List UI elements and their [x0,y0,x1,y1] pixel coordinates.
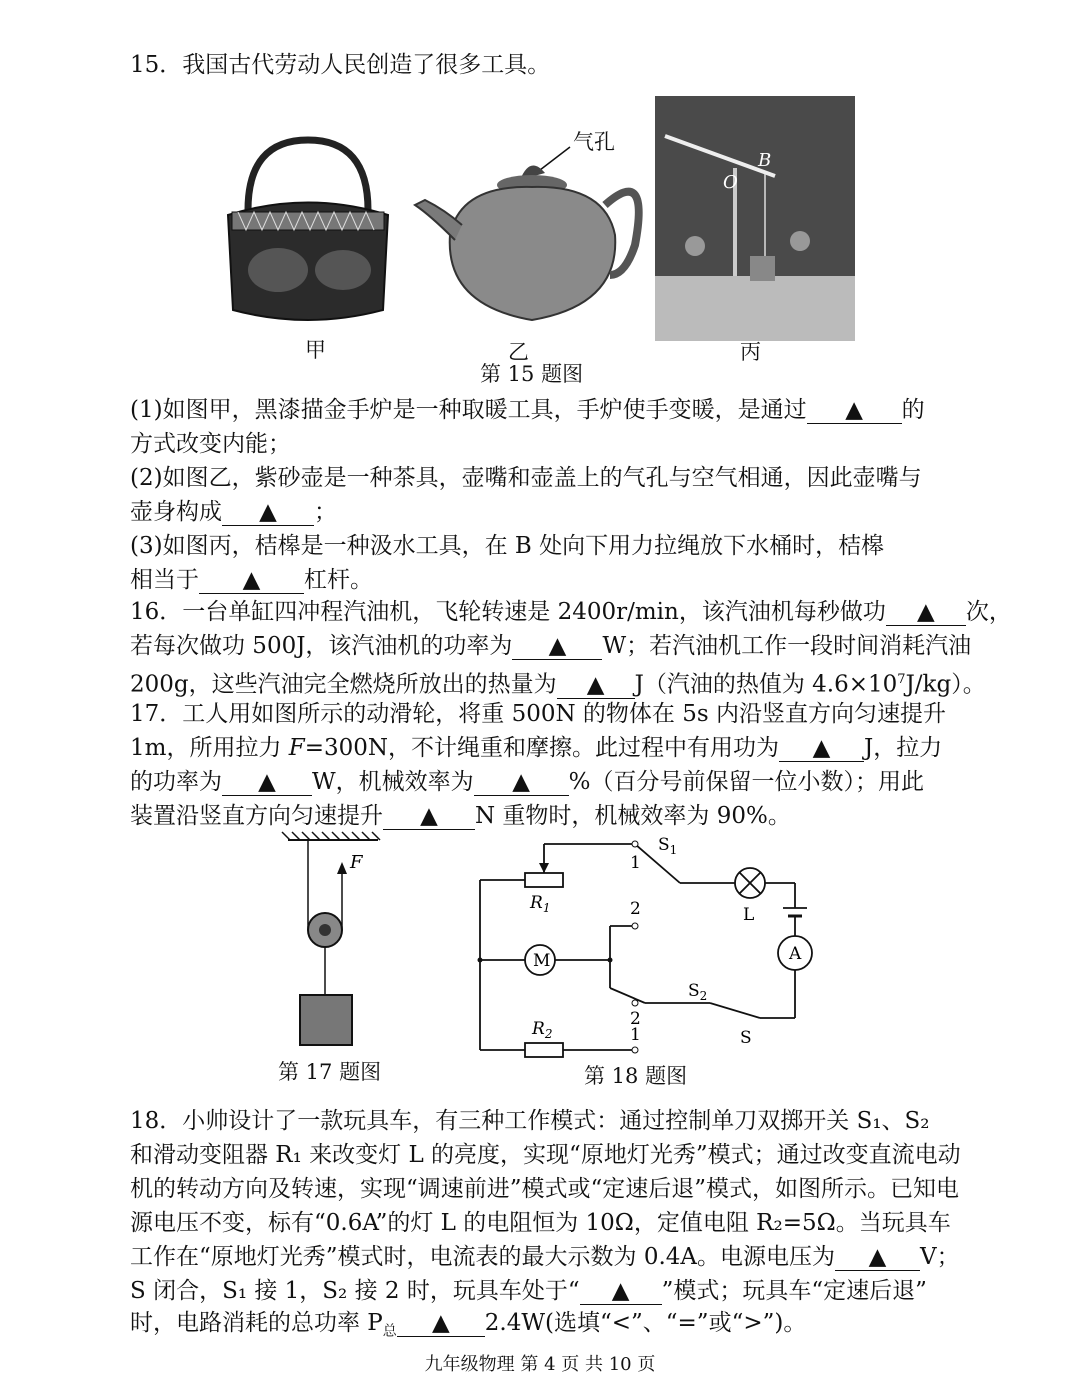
q16-blank-2[interactable]: ▲ [512,633,602,660]
q17-line3: 的功率为 ▲ W，机械效率为 ▲ %（百分号前保留一位小数）；用此 [130,769,924,795]
svg-text:R1: $R_1$ [530,893,551,915]
q18-line6: S 闭合，S₁ 接 1，S₂ 接 2 时，玩具车处于“ ▲ ”模式；玩具车“定速后退” [130,1278,927,1304]
q15-p1-line1: (1)如图甲，黑漆描金手炉是一种取暖工具，手炉使手变暖，是通过 ▲ 的 [130,397,925,423]
q16-line1: 16．一台单缸四冲程汽油机，飞轮转速是 2400r/min，该汽油机每秒做功 ▲ 次， [130,599,1012,625]
teapot-figure [410,125,650,335]
svg-text:S2: $S_2$ [688,981,708,1003]
page-footer: 九年级物理 第 4 页 共 10 页 [424,1354,656,1375]
fig-label-yi: 乙 [508,340,529,364]
q15-fig-caption: 第 15 题图 [480,362,584,386]
svg-text:L: L [743,905,755,925]
svg-text:A: A [789,944,802,964]
resistor-R2 [525,1043,563,1057]
q17-blank-3[interactable]: ▲ [474,769,569,796]
q16-blank-1[interactable]: ▲ [886,599,966,626]
q15-blank-3[interactable]: ▲ [199,567,304,594]
fig17-F-label: F [350,852,363,873]
q15-p3-line1: (3)如图丙，桔槔是一种汲水工具，在 B 处向下用力拉绳放下水桶时，桔槔 [130,533,885,559]
q15-title: 15．我国古代劳动人民创造了很多工具。 [130,52,551,78]
q17-line1: 17．工人用如图所示的动滑轮，将重 500N 的物体在 5s 内沿竖直方向匀速提升 [130,701,946,727]
q17-blank-1[interactable]: ▲ [779,735,864,762]
resistor-R1 [525,873,563,887]
q18-line5: 工作在“原地灯光秀”模式时，电流表的最大示数为 0.4A。电源电压为 ▲ V； [130,1244,960,1270]
q15-p1-line2: 方式改变内能； [130,431,291,457]
svg-text:2: 2 [630,1009,641,1029]
pulley-figure [270,830,400,1060]
fig-label-O: O [723,172,738,193]
q18-line1: 18．小帅设计了一款玩具车，有三种工作模式：通过控制单刀双掷开关 S₁、S₂ [130,1108,930,1134]
q15-blank-1[interactable]: ▲ [807,397,902,424]
q15-blank-2[interactable]: ▲ [222,499,314,526]
q16-blank-3[interactable]: ▲ [557,672,635,699]
q18-fig-caption: 第 18 题图 [584,1064,688,1088]
q15-p2-line1: (2)如图乙，紫砂壶是一种茶具，壶嘴和壶盖上的气孔与空气相通，因此壶嘴与 [130,465,922,491]
q15-p3-line2: 相当于 ▲ 杠杆。 [130,567,373,593]
svg-text:S: S [740,1028,752,1048]
q18-line3: 机的转动方向及转速，实现“调速前进”模式或“定速后退”模式，如图所示。已知电 [130,1176,960,1202]
fig-label-jia: 甲 [305,338,326,362]
q18-blank-1[interactable]: ▲ [835,1244,920,1271]
q17-line4: 装置沿竖直方向匀速提升 ▲ N 重物时，机械效率为 90%。 [130,803,791,829]
q17-fig-caption: 第 17 题图 [278,1060,382,1084]
well-sweep-figure [655,96,855,341]
svg-text:1: 1 [630,1025,641,1045]
q18-blank-2[interactable]: ▲ [580,1278,662,1305]
q18-line7: 时，电路消耗的总功率 $P_总$ ▲ 2.4W(选填“<”、“=”或“>”)。 [130,1310,807,1340]
q15-p2-line2: 壶身构成 ▲ ； [130,499,337,525]
fig-label-B: B [758,150,772,171]
q17-blank-4[interactable]: ▲ [383,803,475,830]
hand-warmer-figure [218,130,398,330]
q16-line2: 若每次做功 500J，该汽油机的功率为 ▲ W；若汽油机工作一段时间消耗汽油 [130,633,972,659]
q17-line2: 1m，所用拉力 F=300N，不计绳重和摩擦。此过程中有用功为 ▲ J，拉力 [130,735,943,761]
q18-blank-3[interactable]: ▲ [397,1310,485,1337]
q16-line3: 200g，这些汽油完全燃烧所放出的热量为 ▲ J（汽油的热值为 $4.6\times 10^7J/kg$）。 [130,671,986,698]
svg-text:R2: $R_2$ [532,1019,553,1041]
svg-text:2: 2 [630,899,641,919]
fig-label-bing: 丙 [740,340,761,364]
q18-line2: 和滑动变阻器 R₁ 来改变灯 L 的亮度，实现“原地灯光秀”模式；通过改变直流电动 [130,1142,961,1168]
q18-line4: 源电压不变，标有“0.6A”的灯 L 的电阻恒为 10Ω，定值电阻 R₂=5Ω。当玩具车 [130,1210,951,1236]
svg-text:S1: $S_1$ [658,835,678,857]
svg-text:M: M [533,951,551,971]
svg-text:1: 1 [630,853,641,873]
circuit-figure [470,828,815,1063]
qikong-label: 气孔 [573,130,615,154]
q17-blank-2[interactable]: ▲ [222,769,312,796]
